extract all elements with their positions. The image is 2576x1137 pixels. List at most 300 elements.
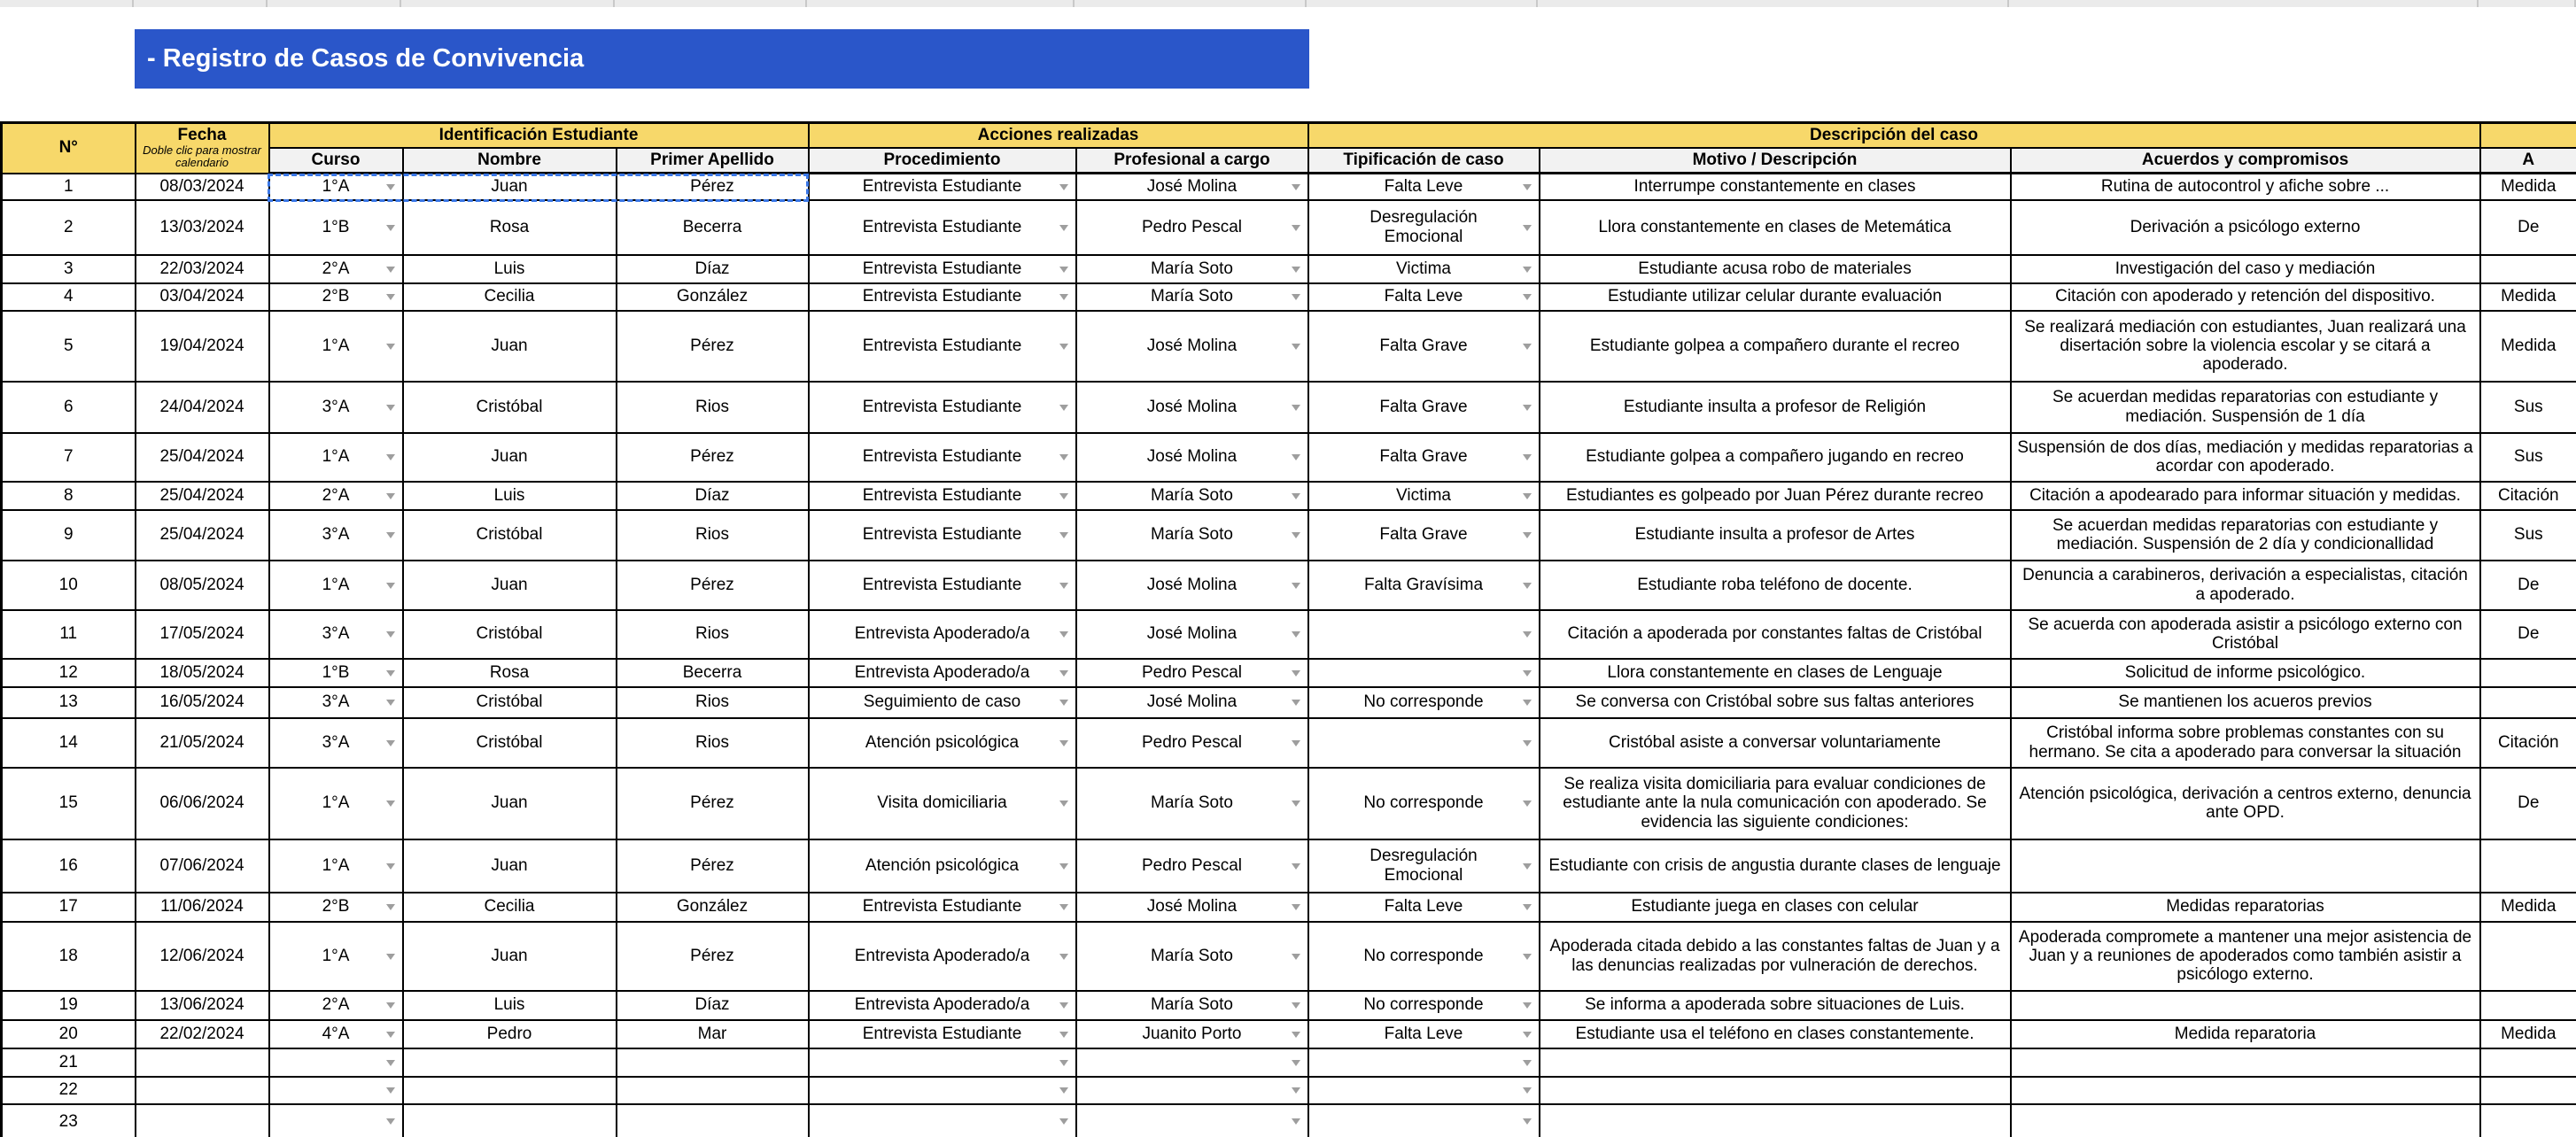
cell-fecha[interactable]: 25/04/2024 (136, 433, 269, 482)
cell-procedimiento-dropdown[interactable]: Entrevista Estudiante (809, 893, 1076, 922)
cell-curso-dropdown[interactable]: 2°A (269, 255, 403, 283)
cell-fecha[interactable]: 03/04/2024 (136, 283, 269, 311)
cell-fecha[interactable]: 22/03/2024 (136, 255, 269, 283)
cell-tipificacion-dropdown[interactable]: Falta Leve (1308, 1020, 1540, 1048)
cell-nombre[interactable]: Juan (403, 839, 617, 893)
dropdown-arrow-icon[interactable] (386, 1118, 395, 1125)
cell-acuerdos[interactable]: Suspensión de dos días, mediación y medidas reparatorias a acordar con apoderado. (2011, 433, 2480, 482)
cell-curso-dropdown[interactable]: 2°B (269, 893, 403, 922)
cell-numero[interactable]: 15 (2, 768, 136, 839)
cell-motivo[interactable]: Estudiante utilizar celular durante evaluación (1540, 283, 2011, 311)
dropdown-arrow-icon[interactable] (386, 184, 395, 190)
cell-curso-dropdown[interactable] (269, 1104, 403, 1137)
dropdown-arrow-icon[interactable] (1523, 454, 1532, 460)
cell-fecha[interactable] (136, 1077, 269, 1104)
cell-procedimiento-dropdown[interactable] (809, 1077, 1076, 1104)
col-header-acuerdos[interactable]: Acuerdos y compromisos (2011, 148, 2480, 174)
col-header-clipped[interactable]: A (2480, 148, 2576, 174)
cell-acuerdos[interactable]: Citación con apoderado y retención del dispositivo. (2011, 283, 2480, 311)
cell-acuerdos[interactable]: Derivación a psicólogo externo (2011, 200, 2480, 255)
cell-clipped-column[interactable] (2480, 991, 2576, 1020)
dropdown-arrow-icon[interactable] (1523, 954, 1532, 960)
cell-numero[interactable]: 7 (2, 433, 136, 482)
cell-apellido[interactable]: Rios (617, 687, 809, 718)
dropdown-arrow-icon[interactable] (1059, 454, 1068, 460)
cell-motivo[interactable]: Estudiante usa el teléfono en clases constantemente. (1540, 1020, 2011, 1048)
cell-clipped-column[interactable]: Citación (2480, 718, 2576, 768)
cell-fecha[interactable]: 24/04/2024 (136, 382, 269, 433)
cell-fecha[interactable]: 25/04/2024 (136, 482, 269, 510)
cell-clipped-column[interactable]: De (2480, 610, 2576, 659)
cell-motivo[interactable]: Citación a apoderada por constantes faltas de Cristóbal (1540, 610, 2011, 659)
cell-curso-dropdown[interactable]: 1°A (269, 174, 403, 200)
cell-apellido[interactable]: Díaz (617, 991, 809, 1020)
cell-acuerdos[interactable]: Medida reparatoria (2011, 1020, 2480, 1048)
cell-tipificacion-dropdown[interactable]: Falta Leve (1308, 174, 1540, 200)
cell-motivo[interactable]: Llora constantemente en clases de Metemática (1540, 200, 2011, 255)
cell-fecha[interactable]: 17/05/2024 (136, 610, 269, 659)
cell-motivo[interactable]: Estudiante golpea a compañero durante el recreo (1540, 311, 2011, 382)
cell-curso-dropdown[interactable]: 2°A (269, 482, 403, 510)
cell-clipped-column[interactable]: Sus (2480, 382, 2576, 433)
cell-profesional-dropdown[interactable]: José Molina (1076, 382, 1308, 433)
cell-tipificacion-dropdown[interactable] (1308, 659, 1540, 687)
cell-curso-dropdown[interactable]: 1°A (269, 311, 403, 382)
dropdown-arrow-icon[interactable] (386, 740, 395, 746)
dropdown-arrow-icon[interactable] (1292, 225, 1300, 231)
cell-motivo[interactable]: Estudiantes es golpeado por Juan Pérez durante recreo (1540, 482, 2011, 510)
cell-apellido[interactable]: González (617, 283, 809, 311)
cell-profesional-dropdown[interactable]: María Soto (1076, 510, 1308, 561)
cell-apellido[interactable]: Pérez (617, 561, 809, 610)
cell-tipificacion-dropdown[interactable] (1308, 1077, 1540, 1104)
cell-procedimiento-dropdown[interactable]: Atención psicológica (809, 839, 1076, 893)
dropdown-arrow-icon[interactable] (1059, 1032, 1068, 1038)
cell-tipificacion-dropdown[interactable]: Victima (1308, 482, 1540, 510)
cell-acuerdos[interactable]: Rutina de autocontrol y afiche sobre ... (2011, 174, 2480, 200)
dropdown-arrow-icon[interactable] (1523, 1002, 1532, 1009)
cell-acuerdos[interactable]: Se acuerda con apoderada asistir a psicólogo externo con Cristóbal (2011, 610, 2480, 659)
col-header-motivo[interactable]: Motivo / Descripción (1540, 148, 2011, 174)
cell-apellido[interactable]: Pérez (617, 311, 809, 382)
dropdown-arrow-icon[interactable] (1059, 225, 1068, 231)
dropdown-arrow-icon[interactable] (1059, 493, 1068, 499)
cell-clipped-column[interactable]: Medida (2480, 1020, 2576, 1048)
cell-acuerdos[interactable] (2011, 1048, 2480, 1077)
dropdown-arrow-icon[interactable] (1523, 267, 1532, 273)
cell-numero[interactable]: 11 (2, 610, 136, 659)
cell-procedimiento-dropdown[interactable]: Entrevista Estudiante (809, 174, 1076, 200)
dropdown-arrow-icon[interactable] (1523, 583, 1532, 589)
cell-procedimiento-dropdown[interactable]: Entrevista Estudiante (809, 283, 1076, 311)
cell-clipped-column[interactable]: Medida (2480, 283, 2576, 311)
dropdown-arrow-icon[interactable] (1292, 405, 1300, 411)
dropdown-arrow-icon[interactable] (1523, 294, 1532, 300)
col-header-fecha[interactable] (136, 123, 269, 174)
dropdown-arrow-icon[interactable] (1292, 904, 1300, 910)
dropdown-arrow-icon[interactable] (1523, 1060, 1532, 1066)
cell-acuerdos[interactable]: Se acuerdan medidas reparatorias con estudiante y mediación. Suspensión de 2 día y condicionallidad (2011, 510, 2480, 561)
cell-fecha[interactable] (136, 1104, 269, 1137)
cell-motivo[interactable]: Estudiante juega en clases con celular (1540, 893, 2011, 922)
cell-curso-dropdown[interactable] (269, 1048, 403, 1077)
dropdown-arrow-icon[interactable] (386, 700, 395, 706)
cell-profesional-dropdown[interactable]: María Soto (1076, 922, 1308, 991)
cell-apellido[interactable]: Pérez (617, 922, 809, 991)
cell-procedimiento-dropdown[interactable]: Entrevista Estudiante (809, 255, 1076, 283)
dropdown-arrow-icon[interactable] (386, 267, 395, 273)
dropdown-arrow-icon[interactable] (1292, 1002, 1300, 1009)
cell-acuerdos[interactable]: Citación a apodearado para informar situación y medidas. (2011, 482, 2480, 510)
cell-profesional-dropdown[interactable]: José Molina (1076, 610, 1308, 659)
cell-acuerdos[interactable]: Medidas reparatorias (2011, 893, 2480, 922)
cell-profesional-dropdown[interactable]: Pedro Pescal (1076, 659, 1308, 687)
dropdown-arrow-icon[interactable] (1292, 184, 1300, 190)
cell-curso-dropdown[interactable]: 2°B (269, 283, 403, 311)
cell-tipificacion-dropdown[interactable]: No corresponde (1308, 687, 1540, 718)
dropdown-arrow-icon[interactable] (1292, 954, 1300, 960)
cell-clipped-column[interactable] (2480, 1104, 2576, 1137)
cell-nombre[interactable]: Rosa (403, 200, 617, 255)
cell-acuerdos[interactable]: Investigación del caso y mediación (2011, 255, 2480, 283)
cell-acuerdos[interactable]: Denuncia a carabineros, derivación a especialistas, citación a apoderado. (2011, 561, 2480, 610)
cell-curso-dropdown[interactable]: 1°A (269, 768, 403, 839)
dropdown-arrow-icon[interactable] (1059, 670, 1068, 677)
cell-nombre[interactable]: Luis (403, 482, 617, 510)
dropdown-arrow-icon[interactable] (1292, 1087, 1300, 1094)
cell-numero[interactable]: 1 (2, 174, 136, 200)
dropdown-arrow-icon[interactable] (1292, 700, 1300, 706)
dropdown-arrow-icon[interactable] (1292, 1118, 1300, 1125)
cell-numero[interactable]: 4 (2, 283, 136, 311)
cell-nombre[interactable]: Cecilia (403, 283, 617, 311)
dropdown-arrow-icon[interactable] (1523, 405, 1532, 411)
cell-tipificacion-dropdown[interactable]: Desregulación Emocional (1308, 839, 1540, 893)
cell-profesional-dropdown[interactable]: José Molina (1076, 311, 1308, 382)
cell-profesional-dropdown[interactable]: María Soto (1076, 991, 1308, 1020)
dropdown-arrow-icon[interactable] (386, 225, 395, 231)
cell-profesional-dropdown[interactable]: José Molina (1076, 561, 1308, 610)
dropdown-arrow-icon[interactable] (386, 532, 395, 538)
cell-profesional-dropdown[interactable]: José Molina (1076, 433, 1308, 482)
dropdown-arrow-icon[interactable] (386, 954, 395, 960)
col-header-procedimiento[interactable]: Procedimiento (809, 148, 1076, 174)
cell-profesional-dropdown[interactable]: María Soto (1076, 768, 1308, 839)
dropdown-arrow-icon[interactable] (386, 344, 395, 350)
cell-procedimiento-dropdown[interactable]: Entrevista Estudiante (809, 482, 1076, 510)
cell-nombre[interactable]: Juan (403, 433, 617, 482)
cell-fecha[interactable]: 08/03/2024 (136, 174, 269, 200)
dropdown-arrow-icon[interactable] (1059, 904, 1068, 910)
cell-curso-dropdown[interactable]: 1°A (269, 839, 403, 893)
dropdown-arrow-icon[interactable] (1523, 863, 1532, 870)
cell-clipped-column[interactable] (2480, 922, 2576, 991)
dropdown-arrow-icon[interactable] (1523, 700, 1532, 706)
cell-motivo[interactable]: Estudiante insulta a profesor de Artes (1540, 510, 2011, 561)
cell-apellido[interactable]: Rios (617, 718, 809, 768)
cell-apellido[interactable]: González (617, 893, 809, 922)
cell-curso-dropdown[interactable]: 3°A (269, 718, 403, 768)
cell-nombre[interactable]: Cristóbal (403, 687, 617, 718)
cell-motivo[interactable]: Se realiza visita domiciliaria para evaluar condiciones de estudiante ante la nula comunicación con apoderado. Se evidencia las siguiente condiciones: (1540, 768, 2011, 839)
cell-nombre[interactable]: Luis (403, 255, 617, 283)
cell-nombre[interactable]: Juan (403, 922, 617, 991)
dropdown-arrow-icon[interactable] (1523, 1118, 1532, 1125)
cell-clipped-column[interactable]: De (2480, 200, 2576, 255)
dropdown-arrow-icon[interactable] (386, 493, 395, 499)
dropdown-arrow-icon[interactable] (1292, 583, 1300, 589)
dropdown-arrow-icon[interactable] (1523, 740, 1532, 746)
cell-acuerdos[interactable] (2011, 1104, 2480, 1137)
dropdown-arrow-icon[interactable] (1523, 1032, 1532, 1038)
cell-acuerdos[interactable] (2011, 1077, 2480, 1104)
cell-fecha[interactable]: 19/04/2024 (136, 311, 269, 382)
cell-tipificacion-dropdown[interactable]: Falta Grave (1308, 382, 1540, 433)
cell-fecha[interactable]: 13/03/2024 (136, 200, 269, 255)
dropdown-arrow-icon[interactable] (1059, 740, 1068, 746)
dropdown-arrow-icon[interactable] (1292, 294, 1300, 300)
cell-numero[interactable]: 8 (2, 482, 136, 510)
dropdown-arrow-icon[interactable] (386, 1060, 395, 1066)
cell-tipificacion-dropdown[interactable]: Falta Grave (1308, 510, 1540, 561)
dropdown-arrow-icon[interactable] (1523, 532, 1532, 538)
cell-tipificacion-dropdown[interactable]: Desregulación Emocional (1308, 200, 1540, 255)
cell-profesional-dropdown[interactable] (1076, 1077, 1308, 1104)
dropdown-arrow-icon[interactable] (386, 405, 395, 411)
dropdown-arrow-icon[interactable] (1523, 184, 1532, 190)
dropdown-arrow-icon[interactable] (1059, 1118, 1068, 1125)
cell-profesional-dropdown[interactable] (1076, 1104, 1308, 1137)
group-header-descripcion[interactable]: Descripción del caso (1308, 123, 2480, 148)
dropdown-arrow-icon[interactable] (386, 670, 395, 677)
cell-apellido[interactable] (617, 1077, 809, 1104)
cell-procedimiento-dropdown[interactable]: Entrevista Estudiante (809, 510, 1076, 561)
cell-tipificacion-dropdown[interactable]: Falta Grave (1308, 433, 1540, 482)
cell-procedimiento-dropdown[interactable]: Entrevista Estudiante (809, 561, 1076, 610)
cell-fecha[interactable]: 18/05/2024 (136, 659, 269, 687)
cell-acuerdos[interactable]: Solicitud de informe psicológico. (2011, 659, 2480, 687)
cell-procedimiento-dropdown[interactable] (809, 1048, 1076, 1077)
cell-acuerdos[interactable] (2011, 991, 2480, 1020)
cell-tipificacion-dropdown[interactable]: Falta Leve (1308, 893, 1540, 922)
cell-numero[interactable]: 13 (2, 687, 136, 718)
cell-apellido[interactable]: Díaz (617, 255, 809, 283)
cell-clipped-column[interactable]: Sus (2480, 433, 2576, 482)
cell-curso-dropdown[interactable]: 3°A (269, 510, 403, 561)
cell-motivo[interactable]: Estudiante golpea a compañero jugando en recreo (1540, 433, 2011, 482)
group-header-identificacion[interactable]: Identificación Estudiante (269, 123, 809, 148)
dropdown-arrow-icon[interactable] (1059, 267, 1068, 273)
group-header-acciones[interactable]: Acciones realizadas (809, 123, 1308, 148)
cell-nombre[interactable] (403, 1077, 617, 1104)
dropdown-arrow-icon[interactable] (386, 583, 395, 589)
cell-tipificacion-dropdown[interactable]: Falta Gravísima (1308, 561, 1540, 610)
cell-curso-dropdown[interactable]: 4°A (269, 1020, 403, 1048)
group-header-clipped[interactable] (2480, 123, 2576, 148)
cell-clipped-column[interactable]: Medida (2480, 311, 2576, 382)
cell-procedimiento-dropdown[interactable]: Entrevista Estudiante (809, 433, 1076, 482)
cell-numero[interactable]: 20 (2, 1020, 136, 1048)
cell-motivo[interactable]: Estudiante roba teléfono de docente. (1540, 561, 2011, 610)
cell-acuerdos[interactable]: Apoderada compromete a mantener una mejor asistencia de Juan y a reuniones de apoderados como también asistir a psicólogo externo. (2011, 922, 2480, 991)
cell-fecha[interactable]: 07/06/2024 (136, 839, 269, 893)
cell-profesional-dropdown[interactable]: José Molina (1076, 174, 1308, 200)
cell-clipped-column[interactable]: De (2480, 561, 2576, 610)
cell-profesional-dropdown[interactable]: José Molina (1076, 687, 1308, 718)
cell-clipped-column[interactable]: Citación (2480, 482, 2576, 510)
dropdown-arrow-icon[interactable] (386, 454, 395, 460)
dropdown-arrow-icon[interactable] (1523, 493, 1532, 499)
cell-numero[interactable]: 3 (2, 255, 136, 283)
cell-clipped-column[interactable]: Sus (2480, 510, 2576, 561)
cell-fecha[interactable]: 22/02/2024 (136, 1020, 269, 1048)
col-header-nombre[interactable]: Nombre (403, 148, 617, 174)
cell-apellido[interactable] (617, 1104, 809, 1137)
dropdown-arrow-icon[interactable] (1292, 670, 1300, 677)
cell-apellido[interactable]: Pérez (617, 768, 809, 839)
cell-profesional-dropdown[interactable]: María Soto (1076, 482, 1308, 510)
dropdown-arrow-icon[interactable] (386, 294, 395, 300)
cell-motivo[interactable]: Se conversa con Cristóbal sobre sus faltas anteriores (1540, 687, 2011, 718)
col-header-profesional[interactable]: Profesional a cargo (1076, 148, 1308, 174)
dropdown-arrow-icon[interactable] (1292, 267, 1300, 273)
dropdown-arrow-icon[interactable] (1292, 493, 1300, 499)
dropdown-arrow-icon[interactable] (1523, 801, 1532, 807)
dropdown-arrow-icon[interactable] (1292, 740, 1300, 746)
cell-nombre[interactable]: Juan (403, 561, 617, 610)
cell-clipped-column[interactable] (2480, 1048, 2576, 1077)
cell-motivo[interactable] (1540, 1077, 2011, 1104)
cell-numero[interactable]: 21 (2, 1048, 136, 1077)
cell-tipificacion-dropdown[interactable] (1308, 1048, 1540, 1077)
dropdown-arrow-icon[interactable] (1059, 801, 1068, 807)
cell-nombre[interactable]: Cecilia (403, 893, 617, 922)
cell-numero[interactable]: 9 (2, 510, 136, 561)
cell-motivo[interactable]: Estudiante con crisis de angustia durante clases de lenguaje (1540, 839, 2011, 893)
dropdown-arrow-icon[interactable] (1059, 1087, 1068, 1094)
cell-numero[interactable]: 19 (2, 991, 136, 1020)
cell-apellido[interactable]: Pérez (617, 433, 809, 482)
cell-acuerdos[interactable]: Cristóbal informa sobre problemas constantes con su hermano. Se cita a apoderado para conversar la situación (2011, 718, 2480, 768)
col-header-curso[interactable]: Curso (269, 148, 403, 174)
cell-curso-dropdown[interactable]: 3°A (269, 687, 403, 718)
cell-apellido[interactable]: Rios (617, 610, 809, 659)
cell-tipificacion-dropdown[interactable] (1308, 610, 1540, 659)
dropdown-arrow-icon[interactable] (1292, 863, 1300, 870)
dropdown-arrow-icon[interactable] (1059, 1002, 1068, 1009)
cell-nombre[interactable]: Cristóbal (403, 610, 617, 659)
cell-tipificacion-dropdown[interactable]: No corresponde (1308, 991, 1540, 1020)
cell-acuerdos[interactable]: Se realizará mediación con estudiantes, Juan realizará una disertación sobre la violencia escolar y se citará a apoderado. (2011, 311, 2480, 382)
cell-nombre[interactable]: Luis (403, 991, 617, 1020)
dropdown-arrow-icon[interactable] (1292, 1060, 1300, 1066)
dropdown-arrow-icon[interactable] (1523, 1087, 1532, 1094)
cell-numero[interactable]: 5 (2, 311, 136, 382)
cell-procedimiento-dropdown[interactable]: Seguimiento de caso (809, 687, 1076, 718)
cell-motivo[interactable] (1540, 1048, 2011, 1077)
dropdown-arrow-icon[interactable] (1292, 454, 1300, 460)
dropdown-arrow-icon[interactable] (386, 1087, 395, 1094)
dropdown-arrow-icon[interactable] (386, 904, 395, 910)
dropdown-arrow-icon[interactable] (386, 1032, 395, 1038)
cell-profesional-dropdown[interactable]: Juanito Porto (1076, 1020, 1308, 1048)
dropdown-arrow-icon[interactable] (1292, 1032, 1300, 1038)
cell-clipped-column[interactable]: Medida (2480, 893, 2576, 922)
cell-curso-dropdown[interactable]: 3°A (269, 610, 403, 659)
col-header-numero[interactable]: N° (2, 123, 136, 174)
dropdown-arrow-icon[interactable] (1059, 294, 1068, 300)
cell-procedimiento-dropdown[interactable] (809, 1104, 1076, 1137)
cell-clipped-column[interactable] (2480, 659, 2576, 687)
cell-apellido[interactable]: Díaz (617, 482, 809, 510)
cell-numero[interactable]: 22 (2, 1077, 136, 1104)
cell-procedimiento-dropdown[interactable]: Entrevista Apoderado/a (809, 991, 1076, 1020)
cell-clipped-column[interactable]: De (2480, 768, 2576, 839)
cell-nombre[interactable]: Cristóbal (403, 510, 617, 561)
cell-apellido[interactable]: Mar (617, 1020, 809, 1048)
cell-fecha[interactable]: 21/05/2024 (136, 718, 269, 768)
cell-nombre[interactable]: Juan (403, 768, 617, 839)
cell-tipificacion-dropdown[interactable]: Falta Grave (1308, 311, 1540, 382)
cell-numero[interactable]: 14 (2, 718, 136, 768)
cell-numero[interactable]: 12 (2, 659, 136, 687)
dropdown-arrow-icon[interactable] (1292, 532, 1300, 538)
dropdown-arrow-icon[interactable] (1523, 225, 1532, 231)
cell-tipificacion-dropdown[interactable] (1308, 1104, 1540, 1137)
dropdown-arrow-icon[interactable] (1292, 631, 1300, 638)
cell-fecha[interactable]: 16/05/2024 (136, 687, 269, 718)
cell-motivo[interactable]: Llora constantemente en clases de Lenguaje (1540, 659, 2011, 687)
cell-procedimiento-dropdown[interactable]: Entrevista Estudiante (809, 382, 1076, 433)
cell-nombre[interactable]: Juan (403, 311, 617, 382)
cell-motivo[interactable]: Cristóbal asiste a conversar voluntariamente (1540, 718, 2011, 768)
dropdown-arrow-icon[interactable] (1059, 631, 1068, 638)
dropdown-arrow-icon[interactable] (1059, 532, 1068, 538)
dropdown-arrow-icon[interactable] (1523, 670, 1532, 677)
cell-procedimiento-dropdown[interactable]: Visita domiciliaria (809, 768, 1076, 839)
cell-numero[interactable]: 18 (2, 922, 136, 991)
cell-curso-dropdown[interactable]: 1°B (269, 659, 403, 687)
cell-apellido[interactable]: Rios (617, 510, 809, 561)
cell-procedimiento-dropdown[interactable]: Entrevista Apoderado/a (809, 922, 1076, 991)
cell-curso-dropdown[interactable]: 1°A (269, 922, 403, 991)
dropdown-arrow-icon[interactable] (1292, 801, 1300, 807)
cell-fecha[interactable]: 08/05/2024 (136, 561, 269, 610)
cell-procedimiento-dropdown[interactable]: Entrevista Apoderado/a (809, 610, 1076, 659)
cell-numero[interactable]: 16 (2, 839, 136, 893)
cell-numero[interactable]: 23 (2, 1104, 136, 1137)
dropdown-arrow-icon[interactable] (1059, 405, 1068, 411)
col-header-apellido[interactable]: Primer Apellido (617, 148, 809, 174)
dropdown-arrow-icon[interactable] (1059, 1060, 1068, 1066)
cell-curso-dropdown[interactable]: 2°A (269, 991, 403, 1020)
cell-profesional-dropdown[interactable]: Pedro Pescal (1076, 839, 1308, 893)
col-header-tipificacion[interactable]: Tipificación de caso (1308, 148, 1540, 174)
cell-curso-dropdown[interactable] (269, 1077, 403, 1104)
dropdown-arrow-icon[interactable] (386, 631, 395, 638)
cell-apellido[interactable]: Becerra (617, 200, 809, 255)
cell-acuerdos[interactable]: Se acuerdan medidas reparatorias con estudiante y mediación. Suspensión de 1 día (2011, 382, 2480, 433)
cell-profesional-dropdown[interactable] (1076, 1048, 1308, 1077)
cell-profesional-dropdown[interactable]: José Molina (1076, 893, 1308, 922)
cell-nombre[interactable]: Cristóbal (403, 718, 617, 768)
dropdown-arrow-icon[interactable] (1059, 184, 1068, 190)
cell-curso-dropdown[interactable]: 3°A (269, 382, 403, 433)
dropdown-arrow-icon[interactable] (1523, 631, 1532, 638)
cell-apellido[interactable]: Becerra (617, 659, 809, 687)
cell-nombre[interactable]: Cristóbal (403, 382, 617, 433)
cell-apellido[interactable]: Pérez (617, 839, 809, 893)
